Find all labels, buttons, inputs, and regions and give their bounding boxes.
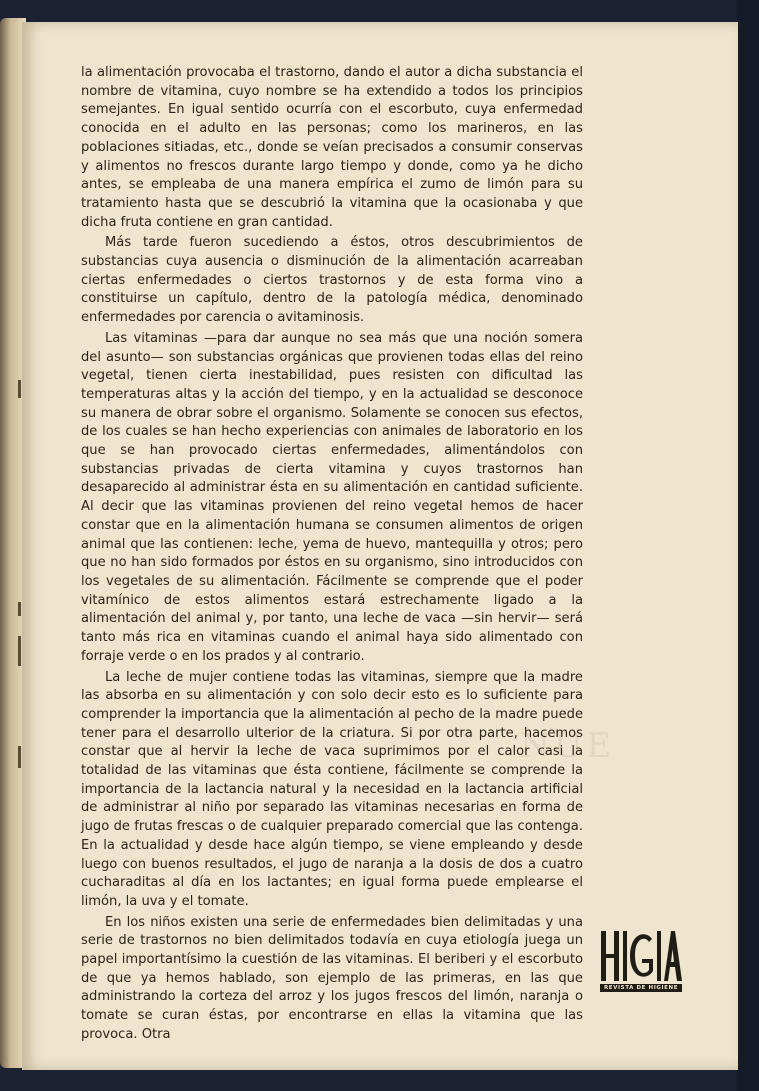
paragraph: En los niños existen una serie de enfermedades bien delimitadas y una serie de trastornos no bien delimitados todavía en cuya etiología juega un papel importantísimo la cuestión de las vitaminas. El beriberi y el escorbuto de que ya hemos hablado, son ejemplo de las primeras, en las que administrando la corteza del arroz y los jugos frescos del limón, naranja o tomate se curan éstas, por encontrarse en ellas la vitamina que las provoca. Otra xyxy=(81,914,583,1042)
paragraph: La leche de mujer contiene todas las vitaminas, siempre que la madre las absorba en su alimentación y con solo decir esto es lo suficiente para comprender la importancia que la alimentación al pecho de la madre puede tener para el desarrollo ulterior de la criatura. Si por otra parte, hacemos constar que al hervir la leche de vaca suprimimos por el calor casi la totalidad de las vitaminas que ésta contiene, fácilmente se comprende la importancia de la lactancia natural y la necesidad en la lactancia artificial de administrar al niño por separado las vitaminas necesarias en forma de jugo de frutas frescas o de cualquier preparado comercial que las contenga. En la actualidad y desde hace algún tiempo, se viene empleando y desde luego con buenos resultados, el jugo de naranja a la dosis de dos a cuatro cucharaditas al día en los lactantes; en igual forma puede emplearse el limón, la uva y el tomate. xyxy=(81,669,583,909)
body-text xyxy=(81,64,583,1047)
higia-logo-icon xyxy=(600,927,682,983)
margin-mark xyxy=(18,746,21,768)
higia-logo xyxy=(600,927,682,992)
paragraph: Las vitaminas —para dar aunque no sea más que una noción somera del asunto— son substancias orgánicas que provienen todas ellas del reino vegetal, tienen cierta inestabilidad, pues resisten con dificultad las temperaturas altas y la acción del tiempo, y en la actualidad se desconoce su manera de obrar sobre el organismo. Solamente se conocen sus efectos, de los cuales se han hecho experiencias con animales de laboratorio en los que se han provocado ciertas enfermedades, alimentándolos con substancias privadas de cierta vitamina y cuyos trastornos han desaparecido al administrar ésta en su alimentación en cantidad suficiente. Al decir que las vitaminas provienen del reino vegetal hemos de hacer constar que en la alimentación humana se consumen alimentos de origen animal que las contienen: leche, yema de huevo, mantequilla y otros; pero que no han sido formados por éstos en su organismo, sino introducidos con los vegetales de su alimentación. Fácilmente se comprende que el poder vitamínico de estos alimentos estará estrechamente ligado a la alimentación del animal y, por tanto, una leche de vaca —sin hervir— será tanto más rica en vitaminas cuando el animal haya sido alimentado con forraje verde o en los prados y al contrario. xyxy=(81,330,583,664)
margin-mark xyxy=(18,380,21,398)
margin-mark xyxy=(18,602,21,616)
margin-mark xyxy=(18,636,21,666)
paragraph: Más tarde fueron sucediendo a éstos, otros descubrimientos de substancias cuya ausencia o disminución de la alimentación acarreaban ciertas enfermedades o ciertos trastornos y de esta forma vino a constituirse un capítulo, dentro de la patología médica, denominado enfermedades por carencia o avitaminosis. xyxy=(81,235,583,326)
bleed-through-text: NUE xyxy=(520,726,616,766)
dark-edge xyxy=(737,0,759,1091)
paragraph: la alimentación provocaba el trastorno, dando el autor a dicha substancia el nombre de vitamina, cuyo nombre se ha extendido a todos los principios semejantes. En igual sentido ocurría con el escorbuto, cuya enfermedad conocida en el adulto en las personas; como los marineros, en las poblaciones sitiadas, etc., donde se veían precisados a consumir conservas y alimentos no frescos durante largo tiempo y donde, como ya he dicho antes, se empleaba de una manera empírica el zumo de limón para su tratamiento hasta que se descubrió la vitamina que la ocasionaba y que dicha fruta contiene en gran cantidad. xyxy=(81,65,583,230)
logo-subtitle: REVISTA DE HIGIENE xyxy=(600,984,682,992)
